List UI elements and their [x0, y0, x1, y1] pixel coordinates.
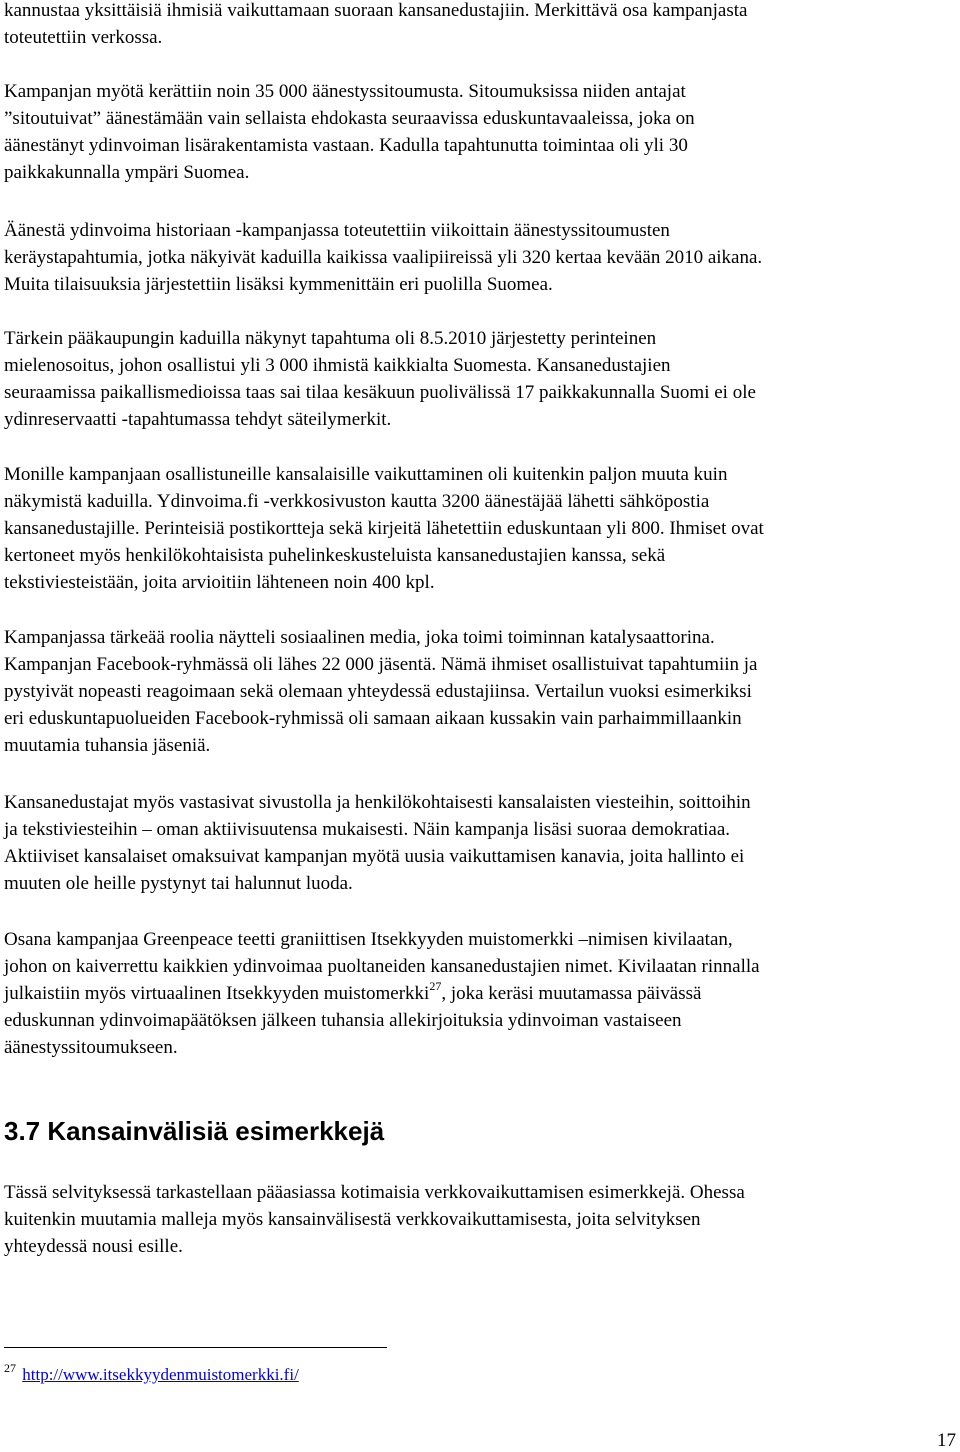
footnote-number: 27	[4, 1361, 16, 1375]
paragraph-direct-democracy	[4, 789, 944, 897]
text-line: Kampanjan Facebook-ryhmässä oli lähes 22 000 jäsentä. Nämä ihmiset osallistuivat tapahtumiin ja	[4, 654, 758, 675]
text-line: Tärkein pääkaupungin kaduilla näkynyt tapahtuma oli 8.5.2010 järjestetty perinteinen	[4, 328, 657, 349]
text-line: Kampanjan myötä kerättiin noin 35 000 äänestyssitoumusta. Sitoumuksissa niiden antajat	[4, 81, 686, 102]
text-line: kannustaa yksittäisiä ihmisiä vaikuttamaan suoraan kansanedustajiin. Merkittävä osa kampanjasta	[4, 0, 748, 21]
text-line: äänestänyt ydinvoiman lisärakentamista vastaan. Kadulla tapahtunutta toimintaa oli yli 30	[4, 135, 688, 156]
paragraph-demonstration	[4, 325, 944, 433]
footnote-link[interactable]: http://www.itsekkyydenmuistomerkki.fi/	[22, 1365, 299, 1384]
text-line: ja tekstiviesteihin – oman aktiivisuutensa mukaisesti. Näin kampanja lisäsi suoraa demokratiaa.	[4, 819, 731, 840]
text-line: eduskunnan ydinvoimapäätöksen jälkeen tuhansia allekirjoituksia ydinvoiman vastaiseen	[4, 1010, 682, 1031]
paragraph-voter-pledges	[4, 78, 944, 186]
text-line: Osana kampanjaa Greenpeace teetti graniittisen Itsekkyyden muistomerkki –nimisen kivilaatan,	[4, 929, 733, 950]
text-line: äänestyssitoumukseen.	[4, 1037, 178, 1058]
page-number: 17	[937, 1430, 956, 1451]
text-line: ydinreservaatti -tapahtumassa tehdyt säteilymerkit.	[4, 409, 392, 430]
text-fragment: julkaistiin myös virtuaalinen Itsekkyyden muistomerkki	[4, 983, 430, 1004]
text-line: Äänestä ydinvoima historiaan -kampanjassa toteutettiin viikoittain äänestyssitoumusten	[4, 220, 670, 241]
text-line: yhteydessä nousi esille.	[4, 1236, 183, 1257]
text-line: Tässä selvityksessä tarkastellaan pääasiassa kotimaisia verkkovaikuttamisen esimerkkejä. Ohessa	[4, 1182, 745, 1203]
paragraph-monument	[4, 926, 944, 1061]
text-line-with-footnote	[4, 980, 944, 1007]
text-line: Monille kampanjaan osallistuneille kansalaisille vaikuttaminen oli kuitenkin paljon muuta kuin	[4, 464, 728, 485]
footnote	[4, 1363, 299, 1387]
section-heading: 3.7 Kansainvälisiä esimerkkejä	[4, 1116, 385, 1146]
paragraph-campaign-intro	[4, 0, 944, 51]
text-line: seuraamissa paikallismedioissa taas sai tilaa kesäkuun puolivälissä 17 paikkakunnalla Suomi ei ole	[4, 382, 756, 403]
text-line: tekstiviesteistään, joita arvioitiin lähteneen noin 400 kpl.	[4, 572, 435, 593]
text-line: keräystapahtumia, jotka näkyivät kaduilla kaikissa vaalipiireissä yli 320 kertaa kevään 2010 aikana.	[4, 247, 763, 268]
text-line: Muita tilaisuuksia järjestettiin lisäksi kymmenittäin eri puolilla Suomea.	[4, 274, 553, 295]
footnote-separator	[4, 1347, 387, 1348]
text-fragment: , joka keräsi muutamassa päivässä	[441, 983, 702, 1004]
text-line: kansanedustajille. Perinteisiä postikortteja sekä kirjeitä lähetettiin eduskuntaan yli 800. Ihmiset ovat	[4, 518, 764, 539]
text-line: kuitenkin muutamia malleja myös kansainvälisestä verkkovaikuttamisesta, joita selvityksen	[4, 1209, 701, 1230]
paragraph-collection-events	[4, 217, 944, 298]
text-line: kertoneet myös henkilökohtaisista puhelinkeskusteluista kansanedustajien kanssa, sekä	[4, 545, 666, 566]
paragraph-citizen-contacts	[4, 461, 944, 596]
text-line: mielenosoitus, johon osallistui yli 3 000 ihmistä kaikkialta Suomesta. Kansanedustajien	[4, 355, 671, 376]
paragraph-social-media	[4, 624, 944, 759]
text-line: toteutettiin verkossa.	[4, 27, 163, 48]
text-line: Kansanedustajat myös vastasivat sivustolla ja henkilökohtaisesti kansalaisten viesteihin, soittoihin	[4, 792, 751, 813]
text-line: näkymistä kaduilla. Ydinvoima.fi -verkkosivuston kautta 3200 äänestäjää lähetti sähköpostia	[4, 491, 710, 512]
text-line: johon on kaiverrettu kaikkien ydinvoimaa puoltaneiden kansanedustajien nimet. Kivilaatan rinnalla	[4, 956, 760, 977]
footnote-reference[interactable]: 27	[429, 979, 442, 993]
text-line: eri eduskuntapuolueiden Facebook-ryhmissä oli samaan aikaan kussakin vain parhaimmillaankin	[4, 708, 742, 729]
text-line: Kampanjassa tärkeää roolia näytteli sosiaalinen media, joka toimi toiminnan katalysaattorina.	[4, 627, 715, 648]
text-line: pystyivät nopeasti reagoimaan sekä olemaan yhteydessä edustajiinsa. Vertailun vuoksi esimerkiksi	[4, 681, 752, 702]
text-line: ”sitoutuivat” äänestämään vain sellaista ehdokasta seuraavissa eduskuntavaaleissa, joka on	[4, 108, 695, 129]
text-line: Aktiiviset kansalaiset omaksuivat kampanjan myötä uusia vaikuttamisen kanavia, joita hallinto ei	[4, 846, 745, 867]
text-line: muuten ole heille pystynyt tai halunnut luoda.	[4, 873, 353, 894]
text-line: paikkakunnalla ympäri Suomea.	[4, 162, 250, 183]
text-line: muutamia tuhansia jäseniä.	[4, 735, 211, 756]
paragraph-international-intro	[4, 1179, 944, 1260]
